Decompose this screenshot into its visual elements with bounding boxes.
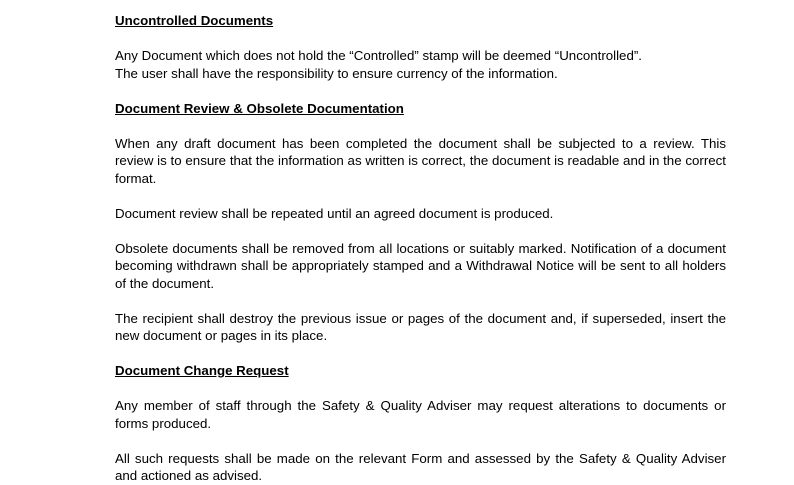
section-heading-uncontrolled-documents: Uncontrolled Documents xyxy=(115,13,274,28)
change-request-form-paragraph: All such requests shall be made on the relevant Form and assessed by the Safety & Quality Adviser and actioned as advised. xyxy=(115,450,726,483)
section-heading-document-review: Document Review & Obsolete Documentation xyxy=(115,100,404,116)
paragraph-line: The user shall have the responsibility to ensure currency of the information. xyxy=(115,65,558,81)
paragraph-line: Any Document which does not hold the “Controlled” stamp will be deemed “Uncontrolled”. xyxy=(115,48,642,63)
review-repeat-paragraph: Document review shall be repeated until an agreed document is produced. xyxy=(115,205,554,221)
section-heading-document-change-request: Document Change Request xyxy=(115,363,289,378)
recipient-paragraph: The recipient shall destroy the previous issue or pages of the document and, if superseded, insert the new document or pages in its place. xyxy=(115,310,726,343)
obsolete-paragraph: Obsolete documents shall be removed from all locations or suitably marked. Notification of a document becoming withdrawn shall be appropriately stamped and a Withdrawal Notice will be sent to all holders of the document. xyxy=(115,240,726,291)
review-paragraph: When any draft document has been completed the document shall be subjected to a review. This review is to ensure that the information as written is correct, the document is readable and in the correct format. xyxy=(115,135,726,186)
uncontrolled-paragraph xyxy=(115,47,726,82)
change-request-paragraph: Any member of staff through the Safety & Quality Adviser may request alterations to documents or forms produced. xyxy=(115,398,726,431)
document-body xyxy=(115,12,726,485)
